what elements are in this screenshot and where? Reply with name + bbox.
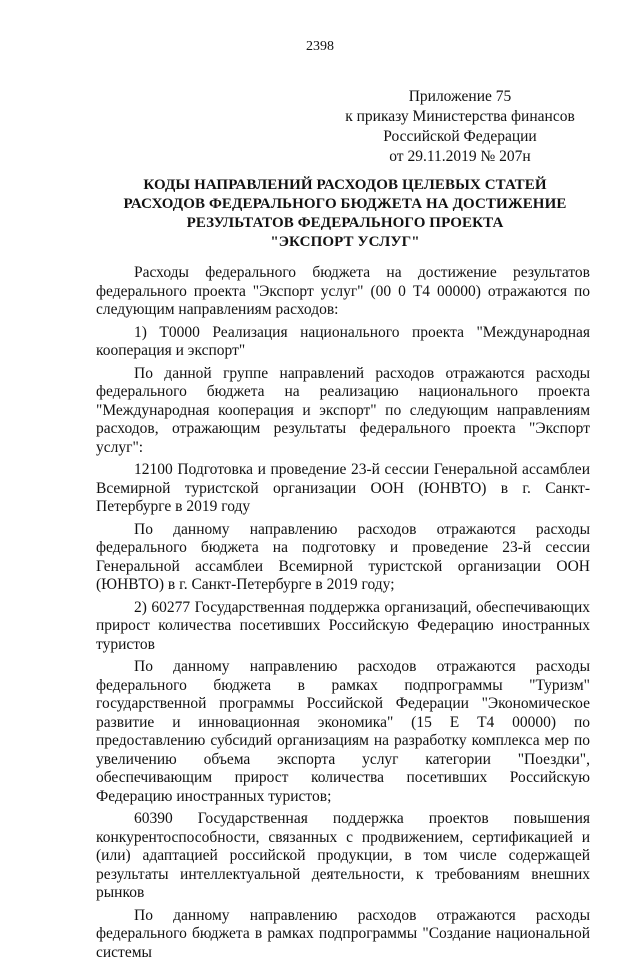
appendix-line: Приложение 75 (408, 88, 512, 105)
document-body (96, 264, 590, 966)
paragraph: По данному направлению расходов отражаются расходы федерального бюджета в рамках подпрограммы "Создание национальной системы (96, 906, 590, 961)
appendix-line: от 29.11.2019 № 207н (389, 148, 531, 165)
appendix-line: Российской Федерации (383, 128, 537, 145)
document-title (80, 176, 610, 252)
paragraph: Расходы федерального бюджета на достижение результатов федерального проекта "Экспорт услуг" (00 0 Т4 00000) отражаются по следующим направлениям расходов: (96, 264, 590, 318)
appendix-header (340, 87, 580, 167)
paragraph: 60390 Государственная поддержка проектов повышения конкурентоспособности, связанных с продвижением, сертификацией и (или) адаптацией российской продукции, в том числе содержащей результаты интеллектуальной деятельности, к требованиям внешних рынков (96, 810, 590, 901)
paragraph: 1) Т0000 Реализация национального проекта "Международная кооперация и экспорт" (96, 323, 590, 359)
title-line: РЕЗУЛЬТАТОВ ФЕДЕРАЛЬНОГО ПРОЕКТА (186, 215, 504, 231)
appendix-line: к приказу Министерства финансов (345, 108, 575, 125)
title-line: КОДЫ НАПРАВЛЕНИЙ РАСХОДОВ ЦЕЛЕВЫХ СТАТЕЙ (143, 177, 547, 193)
title-line: РАСХОДОВ ФЕДЕРАЛЬНОГО БЮДЖЕТА НА ДОСТИЖЕНИЕ (123, 196, 567, 212)
paragraph: По данному направлению расходов отражаются расходы федерального бюджета в рамках подпрограммы "Туризм" государственной программы Российской Федерации "Экономическое развитие и инновационная экономика" (15 Е Т4 00000) по предоставлению субсидий организациям на разработку комплекса мер по увеличению объема экспорта услуг категории "Поездки", обеспечивающим прирост количества посетивших Российскую Федерацию иностранных туристов; (96, 658, 590, 805)
title-line: "ЭКСПОРТ УСЛУГ" (270, 234, 420, 250)
paragraph: По данной группе направлений расходов отражаются расходы федерального бюджета на реализацию национального проекта "Международная кооперация и экспорт" по следующим направлениям расходов, отражающим результаты федерального проекта "Экспорт услуг": (96, 364, 590, 456)
paragraph: По данному направлению расходов отражаются расходы федерального бюджета на подготовку и проведение 23-й сессии Генеральной ассамблеи Всемирной туристской организации ООН (ЮНВТО) в г. Санкт-Петербурге в 2019 году; (96, 520, 590, 593)
page-number: 2398 (306, 39, 334, 54)
paragraph: 12100 Подготовка и проведение 23-й сессии Генеральной ассамблеи Всемирной туристской организации ООН (ЮНВТО) в г. Санкт-Петербурге в 2019 году (96, 461, 590, 515)
paragraph: 2) 60277 Государственная поддержка организаций, обеспечивающих прирост количества посетивших Российскую Федерацию иностранных туристов (96, 598, 590, 653)
